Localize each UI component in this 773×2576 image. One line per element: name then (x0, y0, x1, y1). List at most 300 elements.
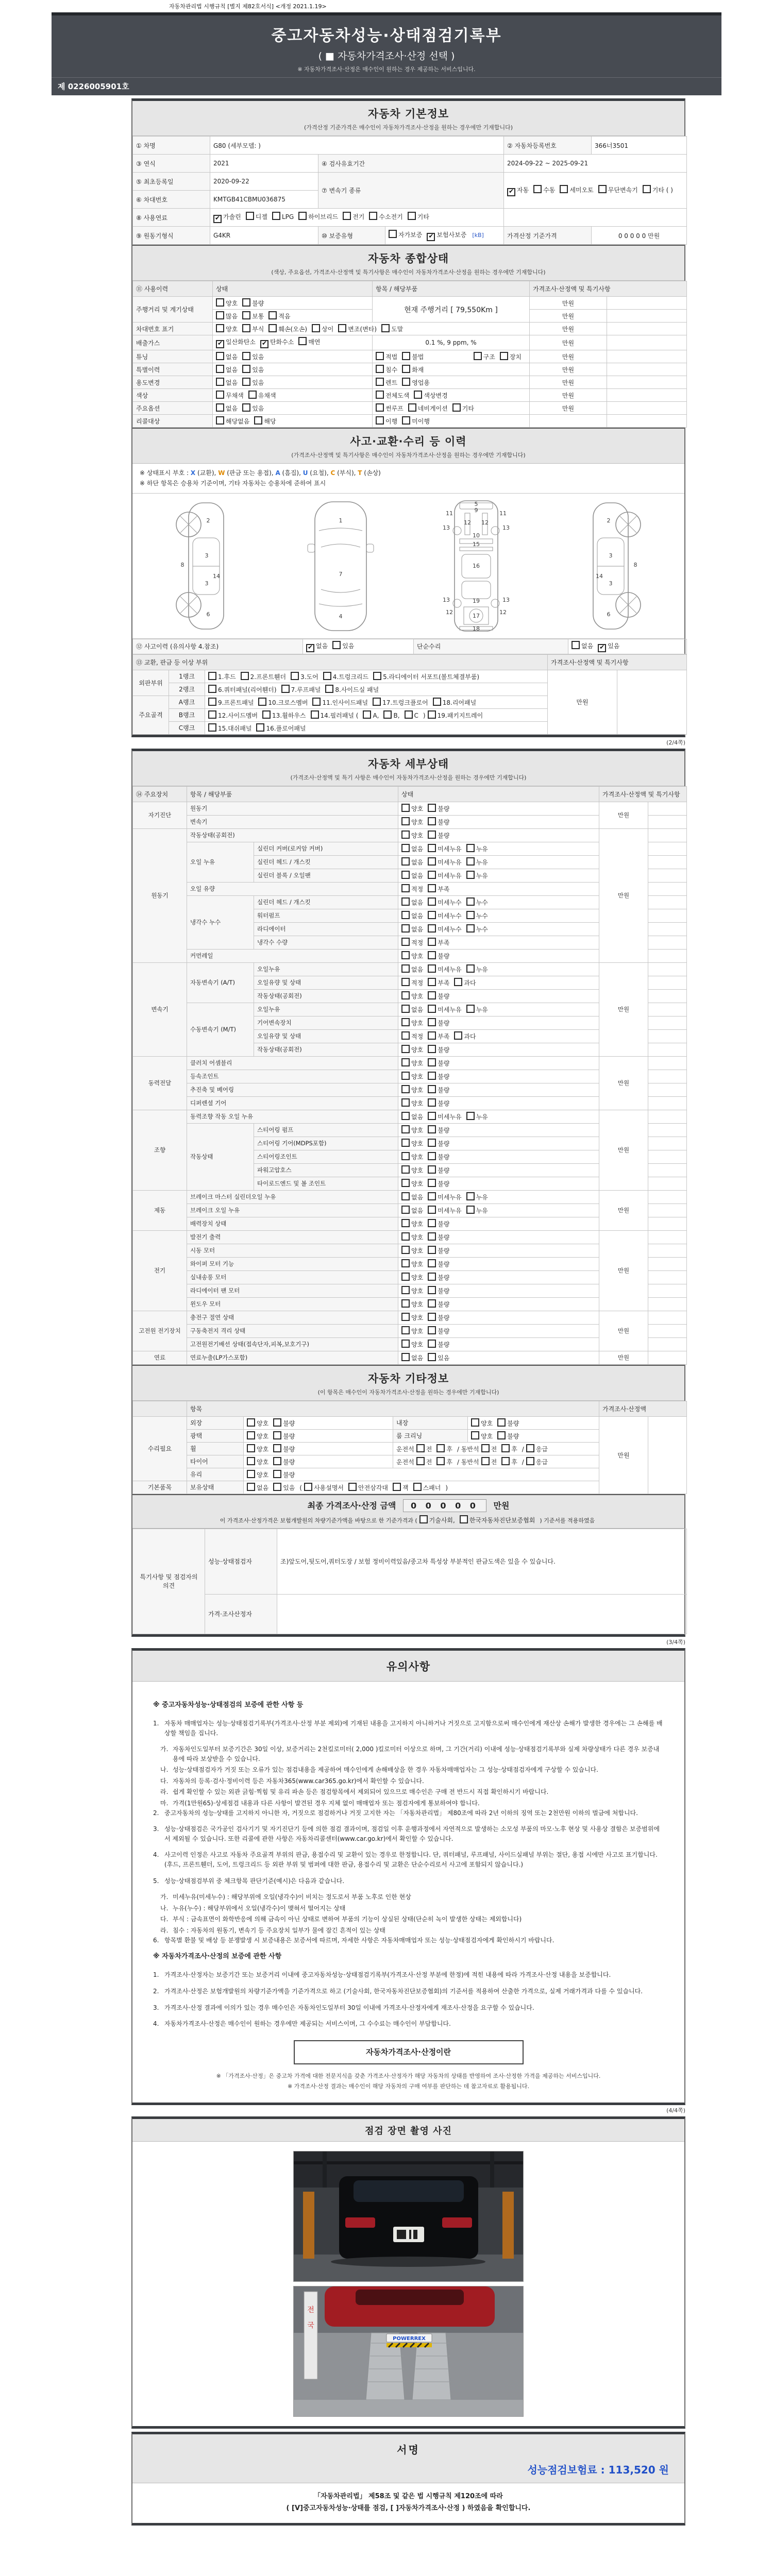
checkbox-option[interactable] (332, 641, 354, 650)
unchecked-checkbox[interactable] (312, 698, 321, 706)
unchecked-checkbox[interactable] (256, 723, 264, 732)
unchecked-checkbox[interactable] (454, 978, 462, 986)
checkbox-option[interactable] (273, 1483, 295, 1492)
checkbox-option[interactable] (273, 1418, 295, 1428)
unchecked-checkbox[interactable] (428, 964, 436, 973)
unchecked-checkbox[interactable] (401, 1206, 410, 1214)
checkbox-option[interactable] (452, 403, 474, 413)
checkbox-option[interactable] (369, 212, 402, 221)
unchecked-checkbox[interactable] (401, 1125, 410, 1133)
unchecked-checkbox[interactable] (481, 1444, 490, 1452)
unchecked-checkbox[interactable] (497, 1431, 506, 1439)
checkbox-option[interactable] (323, 672, 368, 681)
unchecked-checkbox[interactable] (242, 311, 250, 319)
unchecked-checkbox[interactable] (376, 352, 384, 360)
checkbox-option[interactable] (428, 1313, 449, 1322)
checkbox-option[interactable] (428, 1353, 449, 1362)
unchecked-checkbox[interactable] (428, 1018, 436, 1026)
checkbox-option[interactable] (401, 951, 423, 960)
unchecked-checkbox[interactable] (428, 1031, 436, 1040)
unchecked-checkbox[interactable] (428, 1005, 436, 1013)
unchecked-checkbox[interactable] (376, 403, 384, 412)
checkbox-option[interactable] (401, 1085, 423, 1094)
checkbox-option[interactable] (428, 1219, 449, 1228)
checkbox-option[interactable] (247, 1470, 268, 1479)
unchecked-checkbox[interactable] (428, 1152, 436, 1160)
unchecked-checkbox[interactable] (401, 964, 410, 973)
unchecked-checkbox[interactable] (343, 212, 351, 220)
unchecked-checkbox[interactable] (383, 710, 392, 719)
unchecked-checkbox[interactable] (242, 403, 250, 412)
unchecked-checkbox[interactable] (533, 185, 542, 193)
unchecked-checkbox[interactable] (241, 672, 249, 680)
unchecked-checkbox[interactable] (273, 1431, 281, 1439)
unchecked-checkbox[interactable] (497, 1418, 506, 1427)
unchecked-checkbox[interactable] (401, 1353, 410, 1361)
unchecked-checkbox[interactable] (248, 391, 257, 399)
unchecked-checkbox[interactable] (401, 1031, 410, 1040)
unchecked-checkbox[interactable] (428, 1353, 436, 1361)
unchecked-checkbox[interactable] (242, 378, 250, 386)
checkbox-option[interactable] (416, 1457, 432, 1466)
checkbox-option[interactable] (389, 230, 422, 239)
unchecked-checkbox[interactable] (428, 804, 436, 812)
checkbox-option[interactable] (466, 857, 488, 867)
unchecked-checkbox[interactable] (401, 844, 410, 852)
unchecked-checkbox[interactable] (401, 1192, 410, 1200)
checkbox-option[interactable] (428, 964, 461, 974)
unchecked-checkbox[interactable] (419, 1515, 428, 1523)
unchecked-checkbox[interactable] (401, 938, 410, 946)
checkbox-option[interactable] (428, 857, 461, 867)
unchecked-checkbox[interactable] (428, 1232, 436, 1241)
checkbox-option[interactable] (401, 1232, 423, 1242)
checkbox-option[interactable] (260, 337, 294, 348)
unchecked-checkbox[interactable] (401, 857, 410, 866)
unchecked-checkbox[interactable] (526, 1444, 534, 1452)
checkbox-option[interactable] (572, 641, 593, 650)
checkbox-option[interactable] (408, 403, 448, 413)
checkbox-option[interactable] (428, 1259, 449, 1268)
checkbox-option[interactable] (376, 391, 409, 400)
unchecked-checkbox[interactable] (408, 212, 416, 220)
checkbox-option[interactable] (466, 1192, 488, 1201)
checkbox-option[interactable] (428, 938, 449, 947)
checkbox-option[interactable] (428, 1192, 461, 1201)
checkbox-option[interactable] (428, 911, 461, 920)
unchecked-checkbox[interactable] (373, 698, 381, 706)
checkbox-option[interactable] (393, 1483, 409, 1492)
unchecked-checkbox[interactable] (401, 897, 410, 906)
unchecked-checkbox[interactable] (460, 1515, 468, 1523)
checkbox-option[interactable] (560, 185, 593, 194)
unchecked-checkbox[interactable] (332, 641, 341, 649)
checkbox-option[interactable] (401, 1031, 423, 1041)
unchecked-checkbox[interactable] (208, 672, 216, 680)
checkbox-option[interactable] (247, 1483, 268, 1492)
unchecked-checkbox[interactable] (428, 924, 436, 933)
checkbox-option[interactable] (401, 1259, 423, 1268)
unchecked-checkbox[interactable] (428, 1219, 436, 1227)
checkbox-option[interactable] (242, 324, 264, 333)
unchecked-checkbox[interactable] (474, 352, 482, 360)
unchecked-checkbox[interactable] (428, 1299, 436, 1308)
checkbox-option[interactable] (401, 1139, 423, 1148)
unchecked-checkbox[interactable] (376, 365, 384, 373)
unchecked-checkbox[interactable] (242, 324, 250, 332)
checkbox-option[interactable] (466, 897, 488, 907)
checkbox-option[interactable] (401, 1045, 423, 1054)
checkbox-option[interactable] (598, 641, 619, 652)
checkbox-option[interactable] (428, 897, 461, 907)
checkbox-option[interactable] (414, 391, 447, 400)
unchecked-checkbox[interactable] (428, 1125, 436, 1133)
checkbox-option[interactable] (454, 978, 476, 987)
checkbox-option[interactable] (213, 212, 241, 223)
checkbox-option[interactable] (526, 1444, 548, 1453)
checkbox-option[interactable] (216, 391, 244, 400)
unchecked-checkbox[interactable] (311, 710, 319, 719)
unchecked-checkbox[interactable] (242, 365, 250, 373)
checkbox-option[interactable] (402, 378, 430, 387)
checkbox-option[interactable] (242, 352, 264, 361)
unchecked-checkbox[interactable] (428, 1206, 436, 1214)
unchecked-checkbox[interactable] (428, 831, 436, 839)
checkbox-option[interactable] (401, 1112, 423, 1121)
unchecked-checkbox[interactable] (401, 1259, 410, 1267)
unchecked-checkbox[interactable] (401, 978, 410, 986)
unchecked-checkbox[interactable] (428, 991, 436, 999)
unchecked-checkbox[interactable] (208, 710, 216, 719)
checkbox-option[interactable] (268, 324, 307, 333)
checkbox-option[interactable] (497, 1418, 519, 1428)
unchecked-checkbox[interactable] (273, 1483, 281, 1491)
checkbox-option[interactable] (507, 185, 529, 196)
unchecked-checkbox[interactable] (413, 1483, 422, 1491)
checkbox-option[interactable] (272, 212, 294, 221)
unchecked-checkbox[interactable] (401, 1273, 410, 1281)
checkbox-option[interactable] (208, 710, 258, 720)
checkbox-option[interactable] (273, 1444, 295, 1453)
checkbox-option[interactable] (401, 1206, 423, 1215)
checkbox-option[interactable] (246, 212, 267, 221)
unchecked-checkbox[interactable] (376, 378, 384, 386)
checkbox-option[interactable] (247, 1457, 268, 1466)
checkbox-option[interactable] (216, 324, 238, 333)
checkbox-option[interactable] (401, 1340, 423, 1349)
checkbox-option[interactable] (348, 1483, 388, 1492)
checkbox-option[interactable] (216, 378, 238, 387)
checkbox-option[interactable] (471, 1431, 493, 1440)
checkbox-option[interactable] (598, 185, 638, 194)
checkbox-option[interactable] (401, 1125, 423, 1134)
checkbox-option[interactable] (311, 710, 359, 720)
unchecked-checkbox[interactable] (428, 871, 436, 879)
checkbox-option[interactable] (401, 844, 423, 853)
checkbox-option[interactable] (428, 1299, 449, 1309)
checkbox-option[interactable] (428, 1340, 449, 1349)
unchecked-checkbox[interactable] (304, 1483, 312, 1491)
checkbox-option[interactable] (413, 1483, 441, 1492)
unchecked-checkbox[interactable] (401, 1286, 410, 1294)
checkbox-option[interactable] (247, 1431, 268, 1440)
unchecked-checkbox[interactable] (281, 685, 290, 693)
checkbox-option[interactable] (242, 378, 264, 387)
checkbox-option[interactable] (428, 991, 449, 1001)
checkbox-option[interactable] (312, 324, 333, 333)
unchecked-checkbox[interactable] (376, 391, 384, 399)
checkbox-option[interactable] (401, 1273, 423, 1282)
unchecked-checkbox[interactable] (401, 991, 410, 999)
checkbox-option[interactable] (208, 723, 251, 733)
checkbox-option[interactable] (419, 1515, 455, 1524)
checkbox-option[interactable] (401, 1165, 423, 1175)
checkbox-option[interactable] (216, 365, 238, 374)
unchecked-checkbox[interactable] (268, 324, 277, 332)
checkbox-option[interactable] (401, 1179, 423, 1188)
checkbox-option[interactable] (401, 1192, 423, 1201)
checkbox-option[interactable] (428, 924, 461, 934)
checkbox-option[interactable] (373, 672, 479, 681)
checkbox-option[interactable] (216, 311, 238, 320)
unchecked-checkbox[interactable] (258, 698, 266, 706)
unchecked-checkbox[interactable] (466, 924, 475, 933)
checkbox-option[interactable] (402, 365, 424, 374)
checkbox-option[interactable] (401, 884, 423, 893)
checkbox-option[interactable] (401, 871, 423, 880)
unchecked-checkbox[interactable] (401, 1299, 410, 1308)
unchecked-checkbox[interactable] (373, 672, 381, 680)
checkbox-option[interactable] (401, 978, 423, 987)
unchecked-checkbox[interactable] (428, 897, 436, 906)
checkbox-option[interactable] (466, 871, 488, 880)
unchecked-checkbox[interactable] (247, 1483, 255, 1491)
unchecked-checkbox[interactable] (428, 1112, 436, 1120)
unchecked-checkbox[interactable] (405, 710, 413, 719)
checkbox-option[interactable] (428, 1246, 449, 1255)
checkbox-option[interactable] (427, 230, 466, 241)
unchecked-checkbox[interactable] (401, 1326, 410, 1334)
checkbox-option[interactable] (401, 1005, 423, 1014)
checkbox-option[interactable] (242, 298, 264, 308)
checkbox-option[interactable] (242, 365, 264, 374)
unchecked-checkbox[interactable] (273, 1418, 281, 1427)
checkbox-option[interactable] (208, 698, 254, 707)
checkbox-option[interactable] (376, 403, 404, 413)
checked-checkbox[interactable]: ✔ (216, 340, 224, 348)
unchecked-checkbox[interactable] (363, 710, 371, 719)
checkbox-option[interactable] (401, 857, 423, 867)
unchecked-checkbox[interactable] (216, 298, 224, 307)
unchecked-checkbox[interactable] (428, 1085, 436, 1093)
checkbox-option[interactable] (401, 1058, 423, 1067)
checked-checkbox[interactable]: ✔ (598, 644, 606, 652)
unchecked-checkbox[interactable] (272, 212, 280, 220)
checkbox-option[interactable] (501, 1444, 517, 1453)
unchecked-checkbox[interactable] (402, 378, 410, 386)
checkbox-option[interactable] (428, 1125, 449, 1134)
unchecked-checkbox[interactable] (401, 924, 410, 933)
checkbox-option[interactable] (343, 212, 364, 221)
checkbox-option[interactable] (428, 1139, 449, 1148)
unchecked-checkbox[interactable] (466, 1005, 475, 1013)
checkbox-option[interactable] (428, 884, 449, 893)
unchecked-checkbox[interactable] (428, 1058, 436, 1066)
unchecked-checkbox[interactable] (389, 230, 397, 238)
checkbox-option[interactable] (401, 831, 423, 840)
unchecked-checkbox[interactable] (401, 1112, 410, 1120)
unchecked-checkbox[interactable] (247, 1457, 255, 1465)
checkbox-option[interactable] (428, 871, 461, 880)
unchecked-checkbox[interactable] (466, 1192, 475, 1200)
unchecked-checkbox[interactable] (369, 212, 377, 220)
unchecked-checkbox[interactable] (454, 1031, 462, 1040)
unchecked-checkbox[interactable] (273, 1444, 281, 1452)
checked-checkbox[interactable]: ✔ (427, 233, 435, 241)
checkbox-option[interactable] (433, 698, 476, 707)
checkbox-option[interactable] (338, 324, 377, 333)
unchecked-checkbox[interactable] (466, 844, 475, 852)
checkbox-option[interactable] (208, 672, 236, 681)
checkbox-option[interactable] (401, 1313, 423, 1322)
unchecked-checkbox[interactable] (428, 884, 436, 892)
checkbox-option[interactable] (428, 1018, 449, 1027)
checkbox-option[interactable] (383, 710, 399, 719)
unchecked-checkbox[interactable] (216, 391, 224, 399)
unchecked-checkbox[interactable] (273, 1457, 281, 1465)
checkbox-option[interactable] (401, 897, 423, 907)
checkbox-option[interactable] (481, 1457, 497, 1466)
unchecked-checkbox[interactable] (428, 817, 436, 825)
checkbox-option[interactable] (436, 1444, 452, 1453)
checkbox-option[interactable] (376, 352, 397, 361)
checkbox-option[interactable] (281, 685, 321, 694)
unchecked-checkbox[interactable] (428, 978, 436, 986)
checkbox-option[interactable] (428, 1232, 449, 1242)
unchecked-checkbox[interactable] (376, 416, 384, 425)
checkbox-option[interactable] (466, 911, 488, 920)
checkbox-option[interactable] (474, 352, 495, 361)
unchecked-checkbox[interactable] (247, 1431, 255, 1439)
checkbox-option[interactable] (401, 1098, 423, 1108)
unchecked-checkbox[interactable] (208, 698, 216, 706)
checkbox-option[interactable] (401, 1299, 423, 1309)
unchecked-checkbox[interactable] (401, 831, 410, 839)
unchecked-checkbox[interactable] (401, 884, 410, 892)
checkbox-option[interactable] (428, 1286, 449, 1295)
checkbox-option[interactable] (466, 844, 488, 853)
unchecked-checkbox[interactable] (208, 723, 216, 732)
unchecked-checkbox[interactable] (416, 1444, 425, 1452)
unchecked-checkbox[interactable] (401, 1165, 410, 1174)
unchecked-checkbox[interactable] (393, 1483, 401, 1491)
checkbox-option[interactable] (242, 403, 264, 413)
checkbox-option[interactable] (248, 391, 276, 400)
checkbox-option[interactable] (428, 1112, 461, 1121)
unchecked-checkbox[interactable] (501, 1444, 510, 1452)
checkbox-option[interactable] (405, 710, 418, 719)
checkbox-option[interactable] (466, 964, 488, 974)
checkbox-option[interactable] (428, 844, 461, 853)
unchecked-checkbox[interactable] (216, 352, 224, 360)
unchecked-checkbox[interactable] (325, 685, 333, 693)
unchecked-checkbox[interactable] (526, 1457, 534, 1465)
checkbox-option[interactable] (466, 1112, 488, 1121)
unchecked-checkbox[interactable] (401, 1098, 410, 1107)
checkbox-option[interactable] (428, 710, 483, 720)
checkbox-option[interactable] (428, 1152, 449, 1161)
checked-checkbox[interactable]: ✔ (260, 340, 268, 348)
checkbox-option[interactable] (268, 311, 290, 320)
unchecked-checkbox[interactable] (466, 1206, 475, 1214)
unchecked-checkbox[interactable] (401, 1152, 410, 1160)
unchecked-checkbox[interactable] (402, 365, 410, 373)
unchecked-checkbox[interactable] (428, 1246, 436, 1254)
unchecked-checkbox[interactable] (268, 311, 277, 319)
checkbox-option[interactable] (428, 951, 449, 960)
unchecked-checkbox[interactable] (401, 1072, 410, 1080)
checkbox-option[interactable] (306, 641, 328, 652)
checkbox-option[interactable] (373, 698, 428, 707)
unchecked-checkbox[interactable] (428, 1072, 436, 1080)
checkbox-option[interactable] (262, 710, 306, 720)
unchecked-checkbox[interactable] (216, 324, 224, 332)
checkbox-option[interactable] (497, 1431, 519, 1440)
checkbox-option[interactable] (428, 1072, 449, 1081)
checkbox-option[interactable] (436, 1457, 452, 1466)
unchecked-checkbox[interactable] (501, 1457, 510, 1465)
unchecked-checkbox[interactable] (436, 1444, 445, 1452)
unchecked-checkbox[interactable] (428, 710, 436, 719)
unchecked-checkbox[interactable] (598, 185, 607, 193)
unchecked-checkbox[interactable] (323, 672, 331, 680)
checkbox-option[interactable] (466, 1005, 488, 1014)
checkbox-option[interactable] (401, 964, 423, 974)
checkbox-option[interactable] (428, 1206, 461, 1215)
checkbox-option[interactable] (428, 1098, 449, 1108)
checkbox-option[interactable] (247, 1418, 268, 1428)
checkbox-option[interactable] (428, 1045, 449, 1054)
unchecked-checkbox[interactable] (262, 710, 271, 719)
checkbox-option[interactable] (466, 924, 488, 934)
unchecked-checkbox[interactable] (428, 1286, 436, 1294)
unchecked-checkbox[interactable] (428, 1179, 436, 1187)
unchecked-checkbox[interactable] (401, 1179, 410, 1187)
checkbox-option[interactable] (216, 416, 249, 426)
unchecked-checkbox[interactable] (414, 391, 422, 399)
unchecked-checkbox[interactable] (428, 1326, 436, 1334)
checkbox-option[interactable] (298, 337, 320, 346)
unchecked-checkbox[interactable] (416, 1457, 425, 1465)
unchecked-checkbox[interactable] (428, 1165, 436, 1174)
checkbox-option[interactable] (428, 1058, 449, 1067)
unchecked-checkbox[interactable] (216, 311, 224, 319)
checkbox-option[interactable] (416, 1444, 432, 1453)
checkbox-option[interactable] (428, 1326, 449, 1335)
unchecked-checkbox[interactable] (466, 871, 475, 879)
unchecked-checkbox[interactable] (428, 951, 436, 959)
checkbox-option[interactable] (242, 311, 264, 320)
unchecked-checkbox[interactable] (401, 1246, 410, 1254)
checkbox-option[interactable] (363, 710, 379, 719)
unchecked-checkbox[interactable] (428, 1139, 436, 1147)
checkbox-option[interactable] (258, 698, 308, 707)
checkbox-option[interactable] (428, 1031, 449, 1041)
checkbox-option[interactable] (428, 804, 449, 813)
unchecked-checkbox[interactable] (428, 911, 436, 919)
checkbox-option[interactable] (401, 1353, 423, 1362)
checkbox-option[interactable] (501, 1457, 517, 1466)
